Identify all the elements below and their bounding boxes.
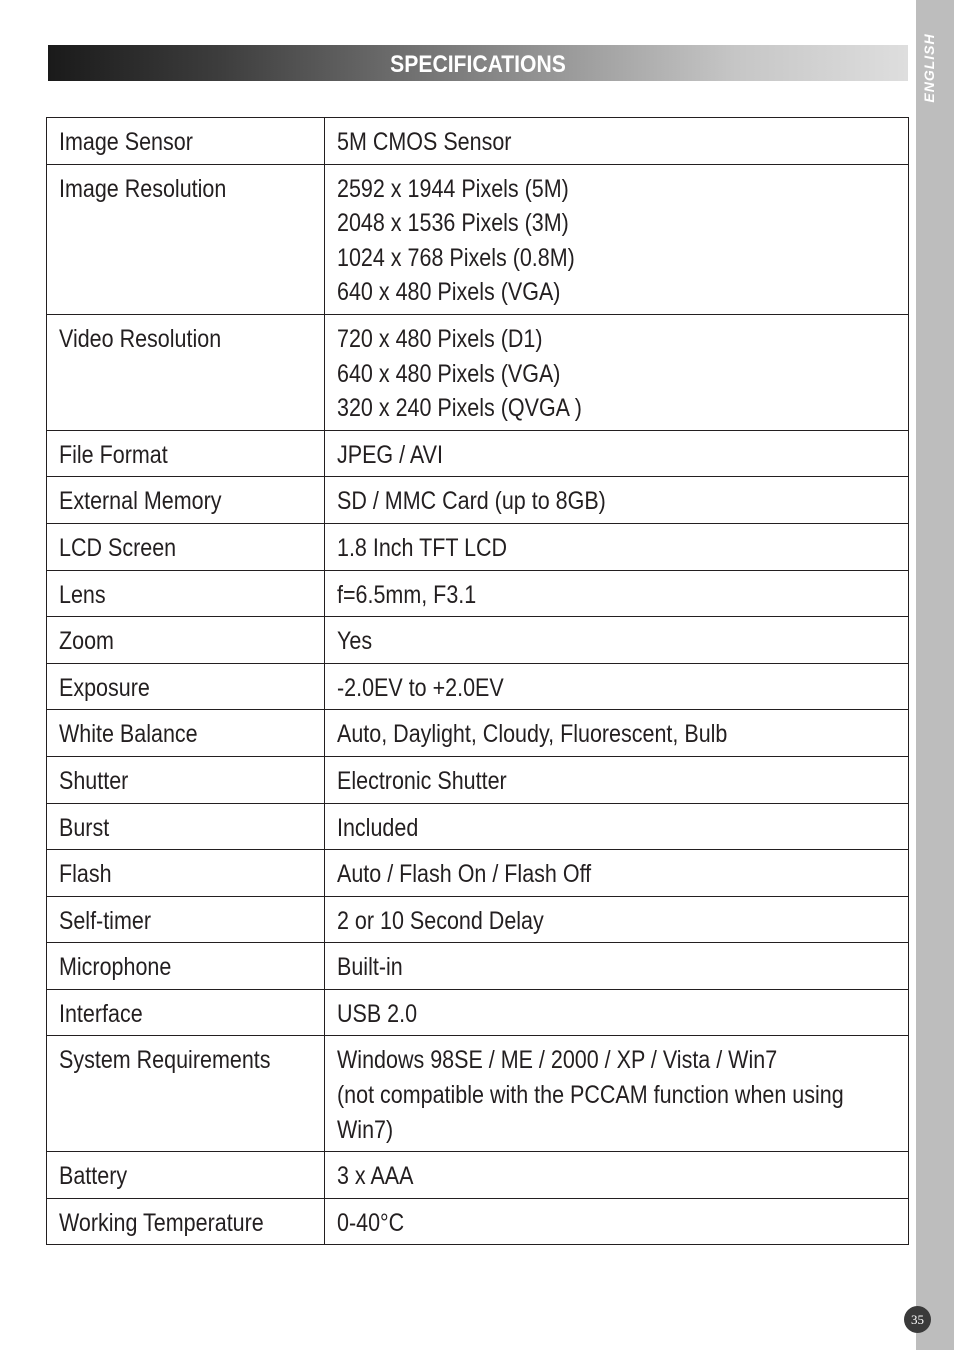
spec-value-cell <box>325 118 909 165</box>
spec-value-cell <box>325 1036 909 1152</box>
spec-value: -2.0EV to +2.0EV <box>337 673 504 702</box>
spec-label-cell <box>47 1152 325 1199</box>
spec-value: Included <box>337 813 419 842</box>
spec-label-cell <box>47 710 325 757</box>
spec-label-cell <box>47 430 325 477</box>
spec-value-cell <box>325 164 909 314</box>
spec-value: 0-40°C <box>337 1208 405 1237</box>
table-row <box>47 570 909 617</box>
spec-value: USB 2.0 <box>337 999 418 1028</box>
spec-label: Self-timer <box>59 906 151 935</box>
spec-value-cell <box>325 989 909 1036</box>
table-row <box>47 1036 909 1152</box>
spec-value: Built-in <box>337 953 403 982</box>
spec-label: File Format <box>59 440 168 469</box>
spec-label: Flash <box>59 860 112 889</box>
table-row <box>47 477 909 524</box>
spec-value-cell <box>325 617 909 664</box>
spec-value: Auto, Daylight, Cloudy, Fluorescent, Bulb <box>337 720 728 749</box>
page-number: 35 <box>904 1306 931 1333</box>
spec-label-cell <box>47 570 325 617</box>
spec-label-cell <box>47 989 325 1036</box>
spec-value-cell <box>325 314 909 430</box>
spec-value-cell <box>325 756 909 803</box>
spec-label-cell <box>47 617 325 664</box>
table-row <box>47 617 909 664</box>
spec-label: Exposure <box>59 673 150 702</box>
spec-label-cell <box>47 663 325 710</box>
spec-label: Shutter <box>59 766 129 795</box>
spec-label-cell <box>47 1198 325 1245</box>
table-row <box>47 1152 909 1199</box>
table-row <box>47 523 909 570</box>
spec-label-cell <box>47 1036 325 1152</box>
table-row <box>47 989 909 1036</box>
spec-value: 2 or 10 Second Delay <box>337 906 544 935</box>
spec-value: 5M CMOS Sensor <box>337 128 512 156</box>
spec-label: LCD Screen <box>59 533 177 562</box>
spec-value: 1.8 Inch TFT LCD <box>337 533 508 562</box>
table-row <box>47 663 909 710</box>
spec-label: Burst <box>59 813 110 842</box>
table-row <box>47 943 909 990</box>
spec-value-cell <box>325 896 909 943</box>
section-title-bar <box>48 45 908 81</box>
table-row <box>47 430 909 477</box>
spec-value-cell <box>325 523 909 570</box>
spec-value-cell <box>325 710 909 757</box>
spec-label: Zoom <box>59 627 114 656</box>
spec-value: SD / MMC Card (up to 8GB) <box>337 487 606 516</box>
spec-value: f=6.5mm, F3.1 <box>337 580 477 609</box>
language-label: ENGLISH <box>921 33 937 103</box>
spec-value: 720 x 480 Pixels (D1) 640 x 480 Pixels (VGA) 320 x 240 Pixels (QVGA ) <box>337 324 582 423</box>
spec-value: JPEG / AVI <box>337 440 443 469</box>
page-title: SPECIFICATIONS <box>390 51 566 78</box>
table-row <box>47 118 909 165</box>
table-row <box>47 1198 909 1245</box>
spec-value-cell <box>325 1198 909 1245</box>
table-row <box>47 314 909 430</box>
spec-value-cell <box>325 850 909 897</box>
spec-label-cell <box>47 523 325 570</box>
spec-label: External Memory <box>59 487 222 516</box>
spec-value: Windows 98SE / ME / 2000 / XP / Vista / Win7 (not compatible with the PCCAM function when using Win7) <box>337 1046 844 1144</box>
spec-label: System Requirements <box>59 1046 271 1075</box>
spec-value: 3 x AAA <box>337 1162 414 1191</box>
spec-label-cell <box>47 756 325 803</box>
spec-label: Battery <box>59 1162 128 1191</box>
spec-label: Image Resolution <box>59 174 227 203</box>
spec-label-cell <box>47 943 325 990</box>
spec-label-cell <box>47 850 325 897</box>
spec-value-cell <box>325 943 909 990</box>
spec-value-cell <box>325 1152 909 1199</box>
table-row <box>47 850 909 897</box>
spec-label-cell <box>47 477 325 524</box>
spec-label-cell <box>47 896 325 943</box>
table-row <box>47 164 909 314</box>
spec-value-cell <box>325 477 909 524</box>
spec-label: Microphone <box>59 953 172 982</box>
spec-value: 2592 x 1944 Pixels (5M) 2048 x 1536 Pixels (3M) 1024 x 768 Pixels (0.8M) 640 x 480 Pixels (VGA) <box>337 174 575 307</box>
side-strip <box>916 0 954 1350</box>
table-row <box>47 756 909 803</box>
spec-value-cell <box>325 663 909 710</box>
spec-value-cell <box>325 570 909 617</box>
spec-label: Image Sensor <box>59 128 193 156</box>
spec-label-cell <box>47 314 325 430</box>
spec-value-cell <box>325 803 909 850</box>
table-row <box>47 803 909 850</box>
spec-value-cell <box>325 430 909 477</box>
spec-value: Auto / Flash On / Flash Off <box>337 860 592 889</box>
spec-label: Video Resolution <box>59 324 222 353</box>
spec-label: Interface <box>59 999 143 1028</box>
specifications-table <box>46 117 909 1245</box>
spec-value: Electronic Shutter <box>337 766 507 795</box>
table-row <box>47 710 909 757</box>
spec-label: Lens <box>59 580 106 609</box>
spec-label-cell <box>47 803 325 850</box>
table-row <box>47 896 909 943</box>
spec-label: Working Temperature <box>59 1208 264 1237</box>
spec-label: White Balance <box>59 720 198 749</box>
spec-label-cell <box>47 118 325 165</box>
spec-label-cell <box>47 164 325 314</box>
spec-value: Yes <box>337 627 373 656</box>
